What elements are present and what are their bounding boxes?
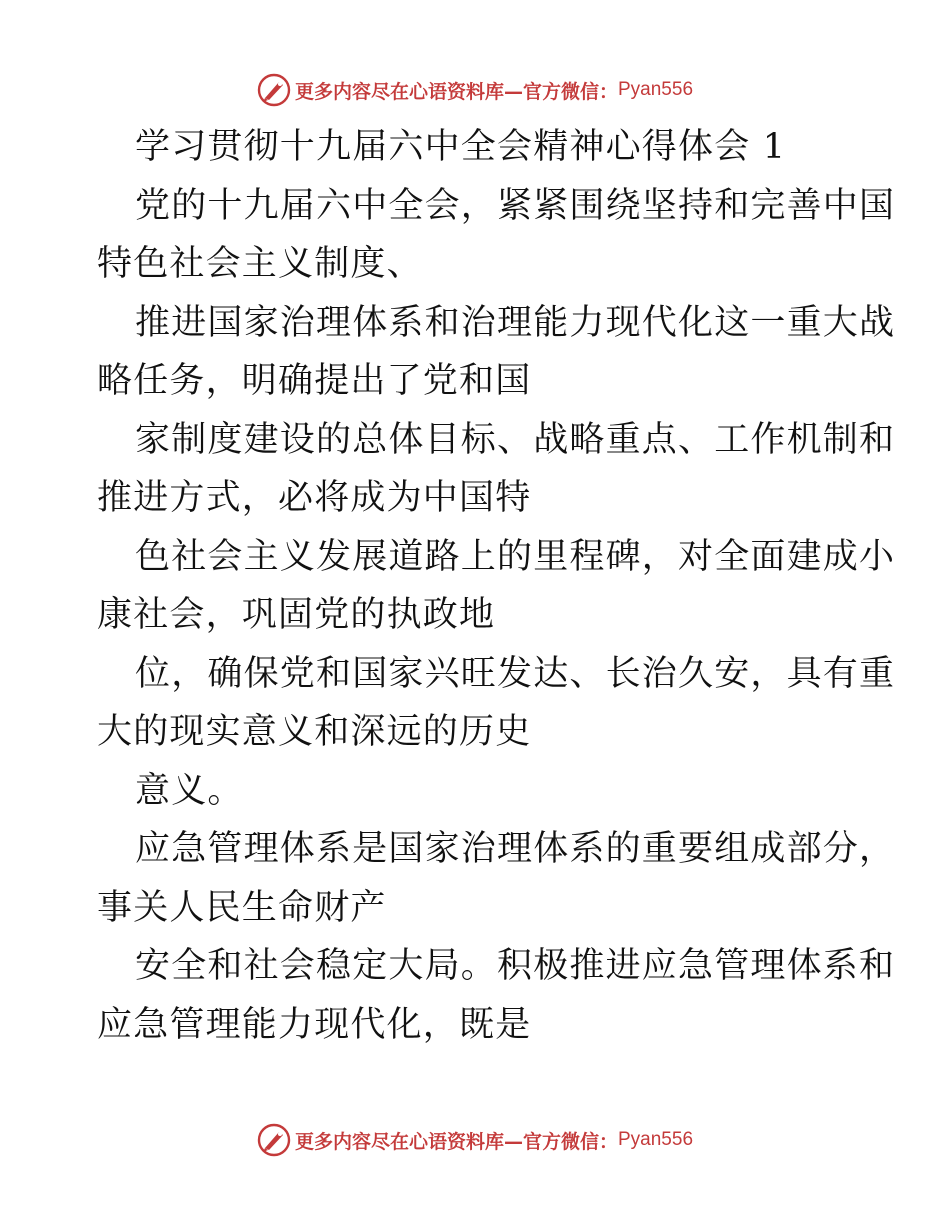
text-line: 大的现实意义和深远的历史 (97, 712, 532, 752)
text-line: 推进方式，必将成为中国特 (97, 478, 532, 518)
text-line: 事关人民生命财产 (97, 887, 387, 928)
footer-banner (0, 1118, 950, 1162)
text-line: 党的十九届六中全会，紧紧围绕坚持和完善中国 (135, 185, 896, 226)
text-line: 推进国家治理体系和治理能力现代化这一重大战 (135, 302, 896, 343)
text-line: 学习贯彻十九届六中全会精神心得体会 1 (135, 127, 787, 167)
document-body (97, 118, 896, 1054)
text-line: 特色社会主义制度、 (97, 244, 423, 284)
text-line: 安全和社会稳定大局。积极推进应急管理体系和 (135, 946, 896, 986)
header-banner (0, 68, 950, 112)
text-line: 家制度建设的总体目标、战略重点、工作机制和 (135, 419, 896, 460)
footer-banner-handle: Pyan556 (618, 1129, 694, 1150)
text-line: 意义。 (135, 770, 244, 811)
quill-pen-icon (257, 1123, 291, 1157)
header-banner-handle: Pyan556 (618, 79, 694, 100)
text-line: 略任务，明确提出了党和国 (97, 361, 532, 401)
text-line: 色社会主义发展道路上的里程碑，对全面建成小 (135, 536, 896, 577)
footer-banner-text: 更多内容尽在心语资料库—官方微信： (294, 1130, 618, 1153)
text-line: 位，确保党和国家兴旺发达、长治久安，具有重 (135, 653, 896, 694)
text-line: 应急管理能力现代化，既是 (97, 1004, 532, 1045)
text-line: 康社会，巩固党的执政地 (97, 595, 496, 635)
text-line: 应急管理体系是国家治理体系的重要组成部分， (135, 829, 896, 869)
header-banner-text: 更多内容尽在心语资料库—官方微信： (294, 80, 618, 103)
quill-pen-icon (257, 73, 291, 107)
